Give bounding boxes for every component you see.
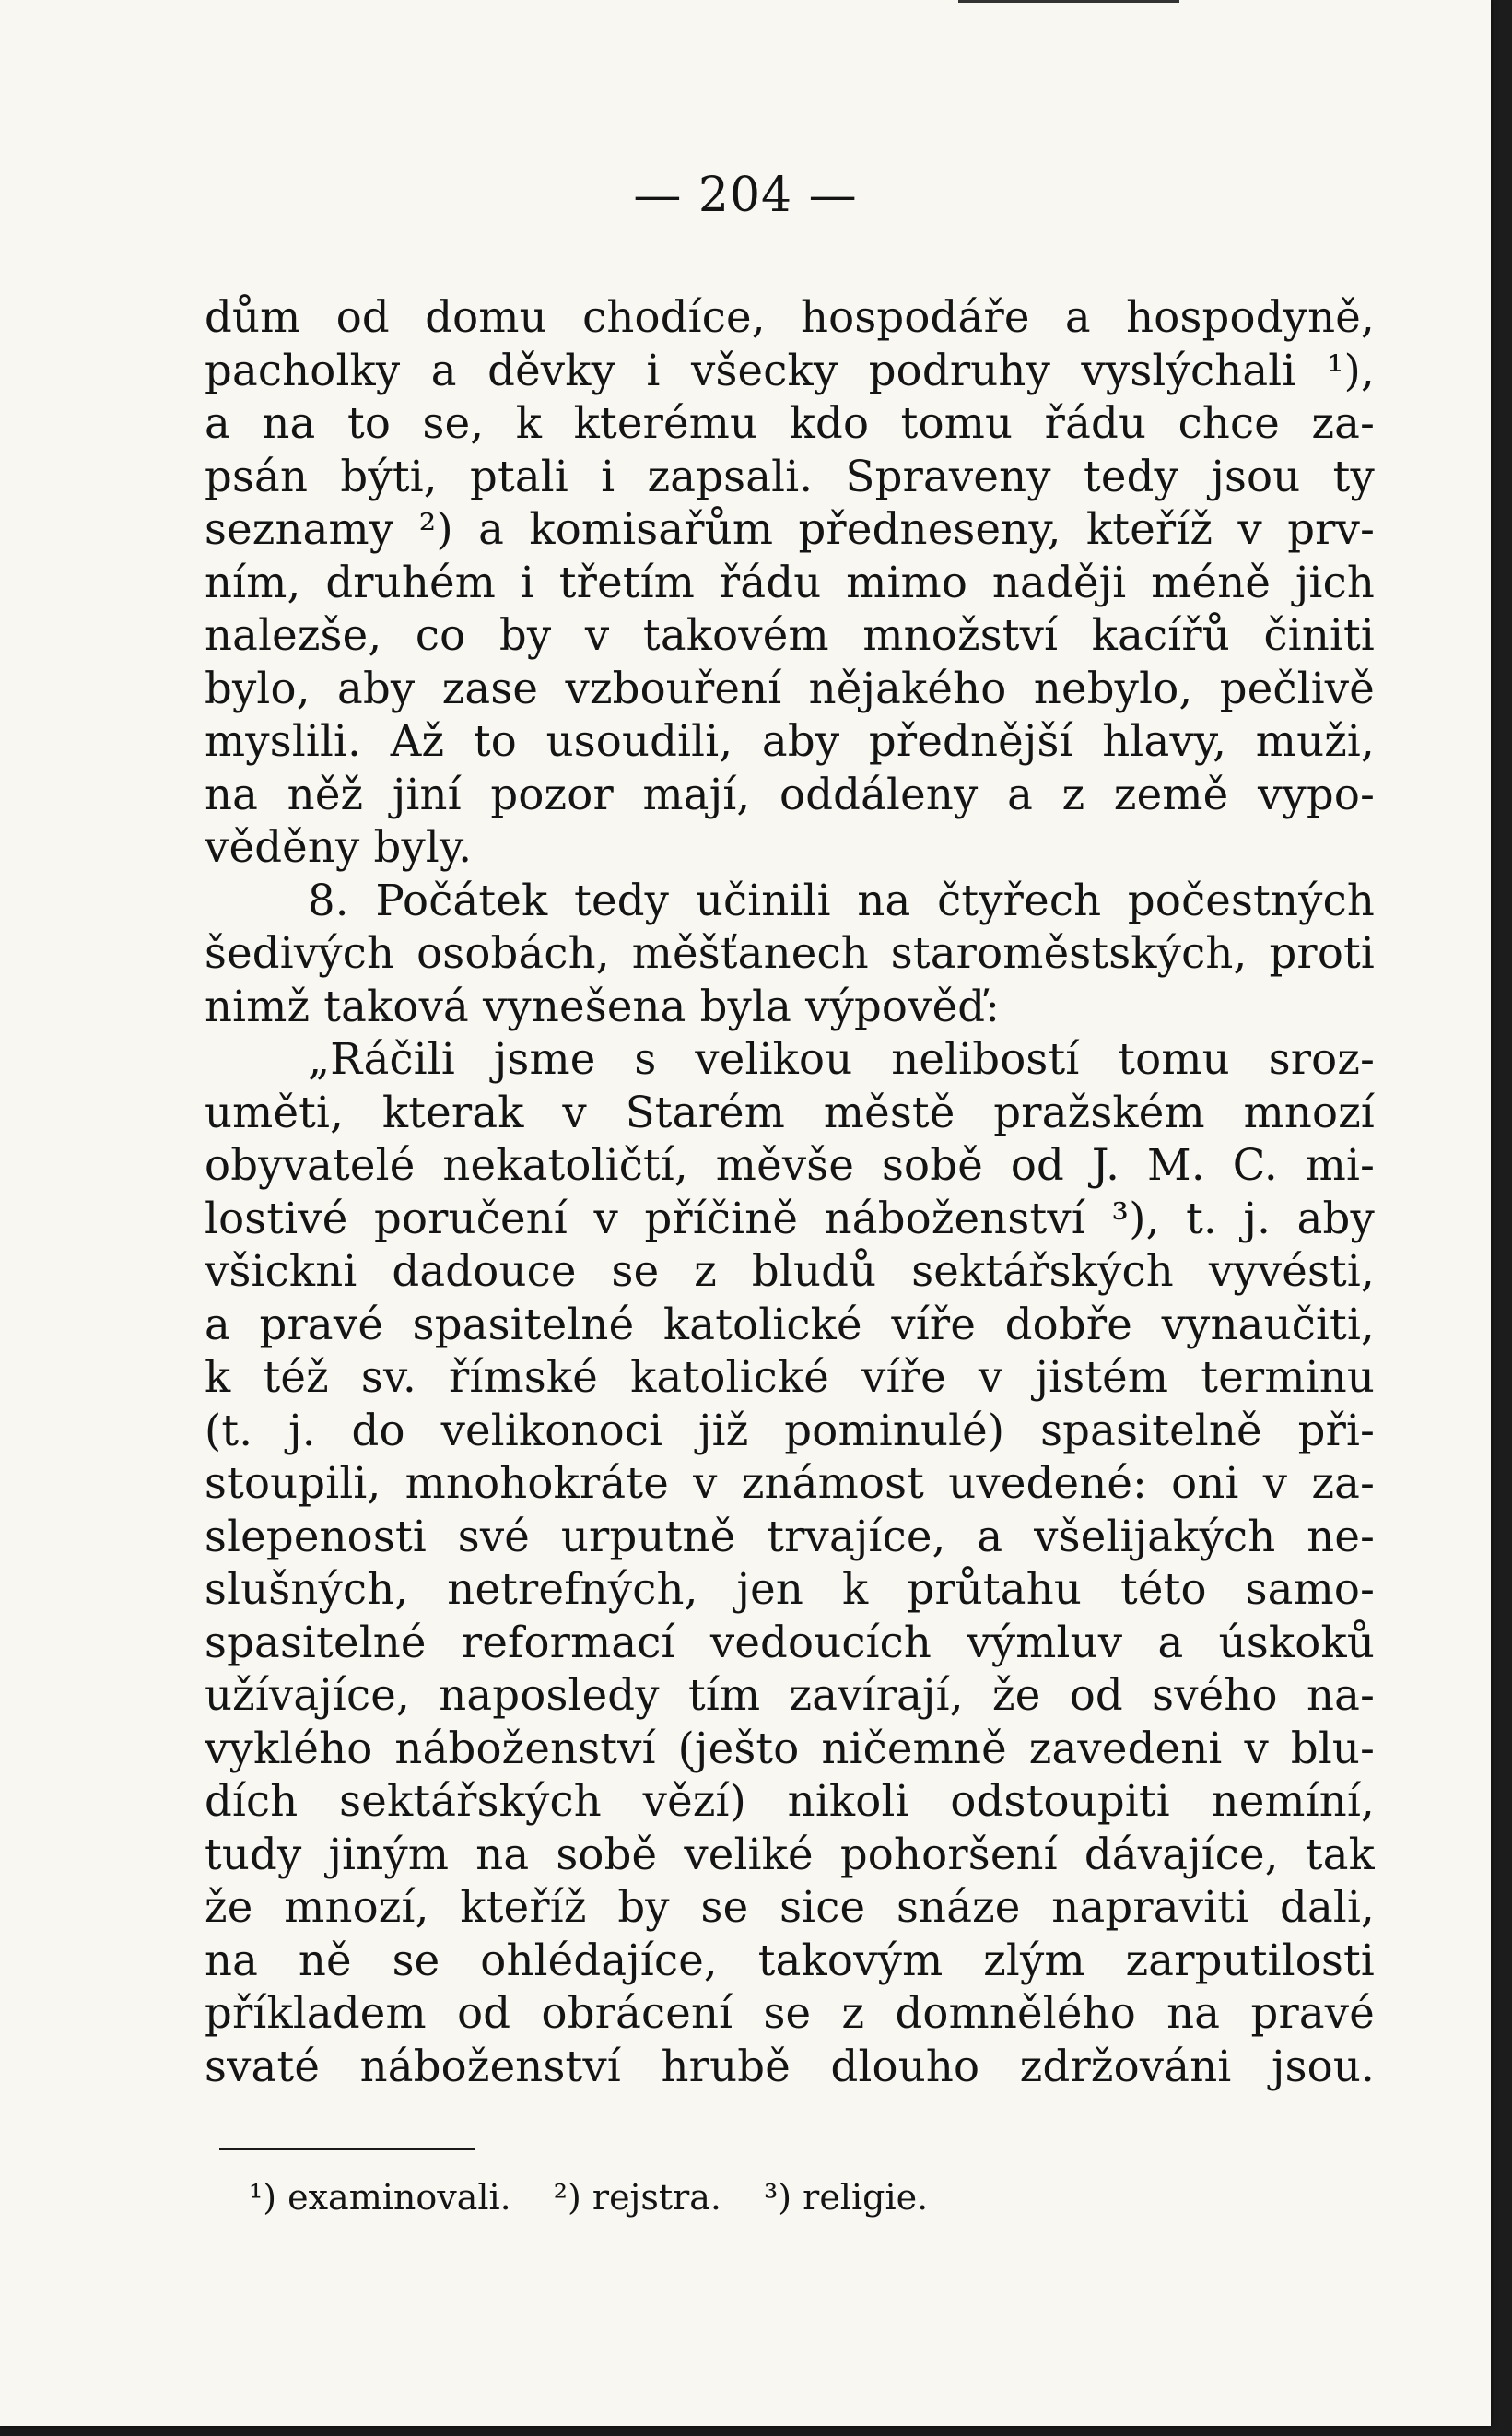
text-line: užívajíce, naposledy tím zavírají, že od svého na-	[205, 1670, 1375, 1720]
footnotes	[249, 2177, 970, 2218]
text-line: nimž taková vynešena byla výpověď:	[205, 981, 1001, 1031]
text-line: dům od domu chodíce, hospodáře a hospodyně,	[205, 292, 1375, 342]
text-line: seznamy ²) a komisařům předneseny, kteříž v prv-	[205, 504, 1375, 554]
text-line: „Ráčili jsme s velikou nelibostí tomu sroz-	[308, 1034, 1375, 1084]
text-line: příkladem od obrácení se z domnělého na pravé	[205, 1988, 1375, 2038]
text-line: myslili. Až to usoudili, aby přednější hlavy, muži,	[205, 716, 1375, 766]
text-line: bylo, aby zase vzbouření nějakého nebylo, pečlivě	[205, 663, 1375, 713]
text-line: vyklého náboženství (ješto ničemně zavedeni v blu-	[205, 1723, 1375, 1773]
text-line: na ně se ohlédajíce, takovým zlým zarputilosti	[205, 1935, 1375, 1985]
footnote: ¹) examinovali.	[249, 2177, 511, 2218]
text-line: obyvatelé nekatoličtí, měvše sobě od J. M. C. mi-	[205, 1140, 1375, 1190]
text-line: slušných, netrefných, jen k průtahu této samo-	[205, 1564, 1375, 1614]
text-line: k též sv. římské katolické víře v jistém terminu	[205, 1352, 1375, 1402]
text-line: slepenosti své urputně trvajíce, a všelijakých ne-	[205, 1511, 1375, 1561]
text-line: stoupili, mnohokráte v známost uvedené: oni v za-	[205, 1458, 1375, 1508]
footnote-rule	[219, 2148, 475, 2150]
page-edge-mark	[958, 0, 1179, 3]
text-line: pacholky a děvky i všecky podruhy vyslýchali ¹),	[205, 345, 1375, 395]
text-line: a na to se, k kterému kdo tomu řádu chce za-	[205, 398, 1375, 448]
text-line: nalezše, co by v takovém množství kacířů činiti	[205, 610, 1375, 660]
text-line: spasitelné reformací vedoucích výmluv a úskoků	[205, 1617, 1375, 1667]
text-line: psán býti, ptali i zapsali. Spraveny tedy jsou ty	[205, 451, 1375, 501]
text-line: svaté náboženství hrubě dlouho zdržováni jsou.	[205, 2041, 1375, 2091]
footnote: ³) religie.	[764, 2177, 929, 2218]
text-line: šedivých osobách, měšťanech staroměstských, proti	[205, 928, 1375, 978]
text-line: a pravé spasitelné katolické víře dobře vynaučiti,	[205, 1299, 1375, 1349]
text-line: tudy jiným na sobě veliké pohoršení dávajíce, tak	[205, 1829, 1375, 1879]
text-line: na něž jiní pozor mají, oddáleny a z země vypo-	[205, 769, 1375, 819]
text-line: že mnozí, kteříž by se sice snáze napraviti dali,	[205, 1882, 1375, 1932]
page-number: — 204 —	[633, 168, 858, 223]
body-text	[205, 291, 1375, 2093]
text-line: všickni dadouce se z bludů sektářských vyvésti,	[205, 1246, 1375, 1296]
text-line: ním, druhém i třetím řádu mimo naději méně jich	[205, 557, 1375, 607]
text-line: věděny byly.	[205, 822, 473, 872]
text-line: (t. j. do velikonoci již pominulé) spasitelně při-	[205, 1405, 1375, 1455]
footnote: ²) rejstra.	[553, 2177, 722, 2218]
text-line: 8. Počátek tedy učinili na čtyřech počestných	[308, 875, 1375, 925]
text-line: dích sektářských vězí) nikoli odstoupiti nemíní,	[205, 1776, 1375, 1826]
text-line: uměti, kterak v Starém městě pražském mnozí	[205, 1087, 1375, 1137]
text-line: lostivé poručení v příčině náboženství ³), t. j. aby	[205, 1193, 1375, 1243]
